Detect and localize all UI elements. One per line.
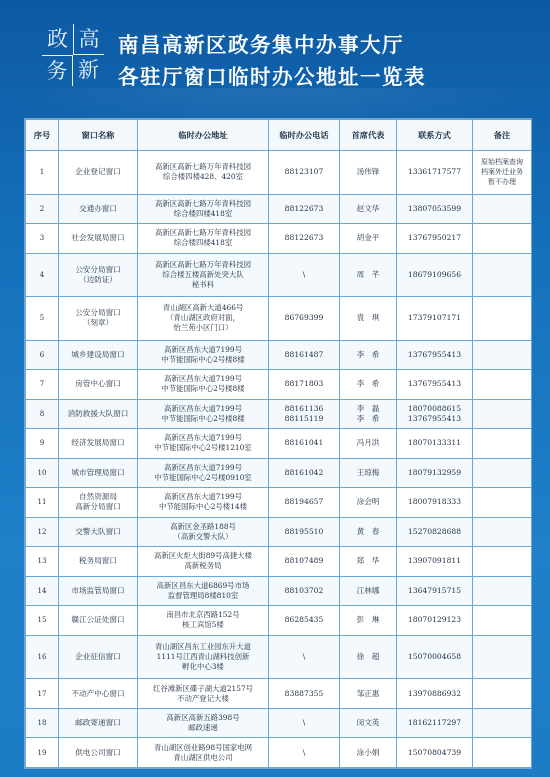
page-header bbox=[0, 0, 550, 112]
table-cell-representative: 李 磊 李 希 bbox=[340, 399, 397, 429]
table-cell-note bbox=[473, 679, 532, 709]
table-row bbox=[26, 458, 532, 488]
table-cell-note bbox=[473, 370, 532, 400]
table-cell-representative: 李 希 bbox=[340, 340, 397, 370]
col-header-window-name: 窗口名称 bbox=[59, 120, 138, 151]
table-cell-representative: 黄 春 bbox=[340, 517, 397, 547]
table-cell-address: 高新区高新五路398号 邮政速递 bbox=[138, 708, 269, 738]
table-cell-no: 14 bbox=[26, 576, 59, 606]
table-cell-representative: 李 希 bbox=[340, 370, 397, 400]
office-address-table-panel bbox=[24, 118, 532, 769]
table-cell-contact: 13767955413 bbox=[397, 340, 473, 370]
table-cell-note bbox=[473, 340, 532, 370]
table-row bbox=[26, 547, 532, 577]
table-cell-note bbox=[473, 194, 532, 224]
col-header-representative: 首席代表 bbox=[340, 120, 397, 151]
table-cell-note bbox=[473, 399, 532, 429]
page-title-line-2: 各驻厅窗口临时办公地址一览表 bbox=[118, 65, 426, 89]
table-cell-no: 7 bbox=[26, 370, 59, 400]
table-cell-contact: 15070804739 bbox=[397, 738, 473, 768]
table-cell-address: 红谷滩新区碟子湖大道2157号 不动产登记大楼 bbox=[138, 679, 269, 709]
table-row bbox=[26, 399, 532, 429]
table-cell-no: 16 bbox=[26, 635, 59, 679]
table-cell-address: 高新区高新七路万年青科技园 综合楼五楼高新处突大队 秘书科 bbox=[138, 253, 269, 297]
table-cell-note bbox=[473, 429, 532, 459]
table-cell-address: 高新区金圣路188号 （高新交警大队） bbox=[138, 517, 269, 547]
table-cell-phone: 86285435 bbox=[269, 606, 340, 636]
table-cell-contact: 18007918333 bbox=[397, 488, 473, 518]
table-cell-phone: 88171803 bbox=[269, 370, 340, 400]
page-title-line-1: 南昌高新区政务集中办事大厅 bbox=[118, 33, 404, 57]
logo-char-4: 新 bbox=[78, 58, 99, 82]
table-row bbox=[26, 370, 532, 400]
logo-char-2: 高 bbox=[73, 24, 104, 55]
table-cell-address: 青山湖区高新大道466号 （青山湖区政府对面， 怡兰苑小区门口） bbox=[138, 297, 269, 341]
table-cell-window-name: 消防救援大队窗口 bbox=[59, 399, 138, 429]
table-row bbox=[26, 253, 532, 297]
table-cell-window-name: 市场监管局窗口 bbox=[59, 576, 138, 606]
table-cell-no: 9 bbox=[26, 429, 59, 459]
table-cell-note bbox=[473, 635, 532, 679]
table-cell-note bbox=[473, 738, 532, 768]
table-cell-no: 12 bbox=[26, 517, 59, 547]
table-body bbox=[26, 151, 532, 768]
table-row bbox=[26, 224, 532, 254]
table-cell-representative: 汤伟锋 bbox=[340, 151, 397, 195]
table-cell-representative: 冯月洪 bbox=[340, 429, 397, 459]
table-cell-phone: \ bbox=[269, 708, 340, 738]
table-cell-phone: 86769399 bbox=[269, 297, 340, 341]
table-cell-representative: 闵文英 bbox=[340, 708, 397, 738]
table-row bbox=[26, 429, 532, 459]
col-header-phone: 临时办公电话 bbox=[269, 120, 340, 151]
table-row bbox=[26, 576, 532, 606]
table-cell-phone: \ bbox=[269, 635, 340, 679]
table-cell-address: 青山湖区昌东工业园东升大道 1111号江西青山湖科技创新 孵化中心3楼 bbox=[138, 635, 269, 679]
table-cell-window-name: 城市管理局窗口 bbox=[59, 458, 138, 488]
table-cell-representative: 徐 超 bbox=[340, 635, 397, 679]
table-cell-representative: 邹正惠 bbox=[340, 679, 397, 709]
table-cell-contact: 18070129123 bbox=[397, 606, 473, 636]
table-cell-contact: 17379107171 bbox=[397, 297, 473, 341]
table-cell-contact: 18070133311 bbox=[397, 429, 473, 459]
table-cell-phone: 88195510 bbox=[269, 517, 340, 547]
table-cell-address: 青山湖区创业路98号国家电网 青山湖区供电公司 bbox=[138, 738, 269, 768]
table-cell-address: 高新区高新七路万年青科技园 综合楼四楼418室 bbox=[138, 194, 269, 224]
table-cell-no: 1 bbox=[26, 151, 59, 195]
government-affairs-logo bbox=[42, 24, 104, 86]
table-cell-note bbox=[473, 458, 532, 488]
table-cell-phone: 88161136 88115119 bbox=[269, 399, 340, 429]
table-cell-window-name: 房管中心窗口 bbox=[59, 370, 138, 400]
table-cell-representative: 涂会明 bbox=[340, 488, 397, 518]
table-cell-note bbox=[473, 224, 532, 254]
table-row bbox=[26, 488, 532, 518]
table-cell-no: 13 bbox=[26, 547, 59, 577]
table-cell-window-name: 自然资源局 高新分局窗口 bbox=[59, 488, 138, 518]
table-cell-window-name: 交通办窗口 bbox=[59, 194, 138, 224]
table-cell-phone: \ bbox=[269, 253, 340, 297]
table-cell-address: 高新区高新七路万年青科技园 综合楼四楼428、420室 bbox=[138, 151, 269, 195]
table-row bbox=[26, 297, 532, 341]
col-header-no: 序号 bbox=[26, 120, 59, 151]
table-cell-representative: 袁 琪 bbox=[340, 297, 397, 341]
table-cell-contact: 13647915715 bbox=[397, 576, 473, 606]
table-cell-address: 高新区昌东大道6869号市场 监督管理局8楼810室 bbox=[138, 576, 269, 606]
table-cell-no: 11 bbox=[26, 488, 59, 518]
table-cell-contact: 15270828688 bbox=[397, 517, 473, 547]
table-cell-window-name: 税务局窗口 bbox=[59, 547, 138, 577]
table-row bbox=[26, 635, 532, 679]
table-row bbox=[26, 679, 532, 709]
table-cell-phone: 88123107 bbox=[269, 151, 340, 195]
table-cell-window-name: 邮政寄递窗口 bbox=[59, 708, 138, 738]
table-row bbox=[26, 517, 532, 547]
table-cell-phone: 88161042 bbox=[269, 458, 340, 488]
table-cell-address: 高新区昌东大道7199号 中节能国际中心2号楼0910室 bbox=[138, 458, 269, 488]
table-cell-phone: 88194657 bbox=[269, 488, 340, 518]
table-cell-window-name: 公安分局窗口 （边防证） bbox=[59, 253, 138, 297]
table-cell-window-name: 公安分局窗口 （刻章） bbox=[59, 297, 138, 341]
table-cell-address: 高新区昌东大道7199号 中节能国际中心2号楼8楼 bbox=[138, 370, 269, 400]
table-cell-contact: 13767955413 bbox=[397, 370, 473, 400]
table-cell-window-name: 经济发展局窗口 bbox=[59, 429, 138, 459]
table-cell-no: 6 bbox=[26, 340, 59, 370]
table-cell-note bbox=[473, 708, 532, 738]
table-cell-note: 原始档案查询 档案外迁业务 暂不办理 bbox=[473, 151, 532, 195]
table-cell-window-name: 城乡建设局窗口 bbox=[59, 340, 138, 370]
logo-char-3: 务 bbox=[42, 55, 73, 86]
table-cell-address: 高新区高新七路万年青科技园 综合楼四楼418室 bbox=[138, 224, 269, 254]
table-cell-window-name: 供电公司窗口 bbox=[59, 738, 138, 768]
table-cell-contact: 13767950217 bbox=[397, 224, 473, 254]
table-cell-address: 高新区昌东大道7199号 中节能国际中心2号楼8楼 bbox=[138, 399, 269, 429]
table-cell-contact: 18679109656 bbox=[397, 253, 473, 297]
table-cell-contact: 18070088615 13767955413 bbox=[397, 399, 473, 429]
table-cell-representative: 彭 琳 bbox=[340, 606, 397, 636]
table-row bbox=[26, 708, 532, 738]
table-cell-phone: 88107489 bbox=[269, 547, 340, 577]
table-cell-no: 8 bbox=[26, 399, 59, 429]
table-cell-contact: 13361717577 bbox=[397, 151, 473, 195]
table-cell-contact: 13907091811 bbox=[397, 547, 473, 577]
table-cell-note bbox=[473, 517, 532, 547]
table-cell-window-name: 赣江公证处窗口 bbox=[59, 606, 138, 636]
table-cell-note bbox=[473, 488, 532, 518]
table-header-row bbox=[26, 120, 532, 151]
table-cell-window-name: 交警大队窗口 bbox=[59, 517, 138, 547]
table-cell-representative: 赵文华 bbox=[340, 194, 397, 224]
table-cell-note bbox=[473, 297, 532, 341]
table-cell-contact: 13970886932 bbox=[397, 679, 473, 709]
table-cell-window-name: 社会发展局窗口 bbox=[59, 224, 138, 254]
table-cell-address: 高新区昌东大道7199号 中节能国际中心2号楼8楼 bbox=[138, 340, 269, 370]
table-cell-representative: 周 芊 bbox=[340, 253, 397, 297]
table-cell-phone: 88122673 bbox=[269, 224, 340, 254]
table-cell-note bbox=[473, 547, 532, 577]
table-cell-window-name: 不动产中心窗口 bbox=[59, 679, 138, 709]
table-cell-note bbox=[473, 606, 532, 636]
office-address-table bbox=[25, 119, 532, 768]
table-cell-address: 高新区昌东大道7199号 中节能国际中心2号楼1210室 bbox=[138, 429, 269, 459]
table-row bbox=[26, 606, 532, 636]
table-cell-phone: 88161041 bbox=[269, 429, 340, 459]
table-cell-representative: 涂小娟 bbox=[340, 738, 397, 768]
table-cell-window-name: 企业登记窗口 bbox=[59, 151, 138, 195]
table-cell-no: 10 bbox=[26, 458, 59, 488]
table-cell-phone: 88122673 bbox=[269, 194, 340, 224]
table-cell-phone: \ bbox=[269, 738, 340, 768]
table-cell-no: 15 bbox=[26, 606, 59, 636]
col-header-address: 临时办公地址 bbox=[138, 120, 269, 151]
table-cell-contact: 18162117297 bbox=[397, 708, 473, 738]
table-cell-contact: 15070004658 bbox=[397, 635, 473, 679]
table-cell-representative: 王琼梅 bbox=[340, 458, 397, 488]
table-row bbox=[26, 194, 532, 224]
table-cell-contact: 18079132959 bbox=[397, 458, 473, 488]
table-cell-address: 南昌市北京西路152号 核工宾馆5楼 bbox=[138, 606, 269, 636]
table-cell-phone: 83887355 bbox=[269, 679, 340, 709]
table-cell-no: 19 bbox=[26, 738, 59, 768]
col-header-contact: 联系方式 bbox=[397, 120, 473, 151]
table-cell-address: 高新区昌东大道7199号 中节能国际中心2号楼14楼 bbox=[138, 488, 269, 518]
table-cell-no: 2 bbox=[26, 194, 59, 224]
table-cell-no: 5 bbox=[26, 297, 59, 341]
table-cell-no: 18 bbox=[26, 708, 59, 738]
table-row bbox=[26, 151, 532, 195]
table-cell-representative: 郑 华 bbox=[340, 547, 397, 577]
col-header-note: 备注 bbox=[473, 120, 532, 151]
table-cell-phone: 88161487 bbox=[269, 340, 340, 370]
table-cell-address: 高新区火炬大街89号高捷大楼 高新税务局 bbox=[138, 547, 269, 577]
table-cell-no: 17 bbox=[26, 679, 59, 709]
table-cell-note bbox=[473, 253, 532, 297]
table-cell-phone: 88103702 bbox=[269, 576, 340, 606]
table-row bbox=[26, 340, 532, 370]
table-cell-note bbox=[473, 576, 532, 606]
logo-char-1: 政 bbox=[47, 27, 68, 51]
table-cell-representative: 江林娜 bbox=[340, 576, 397, 606]
table-row bbox=[26, 738, 532, 768]
table-cell-no: 4 bbox=[26, 253, 59, 297]
table-cell-no: 3 bbox=[26, 224, 59, 254]
table-cell-window-name: 企业征信窗口 bbox=[59, 635, 138, 679]
table-cell-contact: 13807053599 bbox=[397, 194, 473, 224]
table-cell-representative: 胡金平 bbox=[340, 224, 397, 254]
